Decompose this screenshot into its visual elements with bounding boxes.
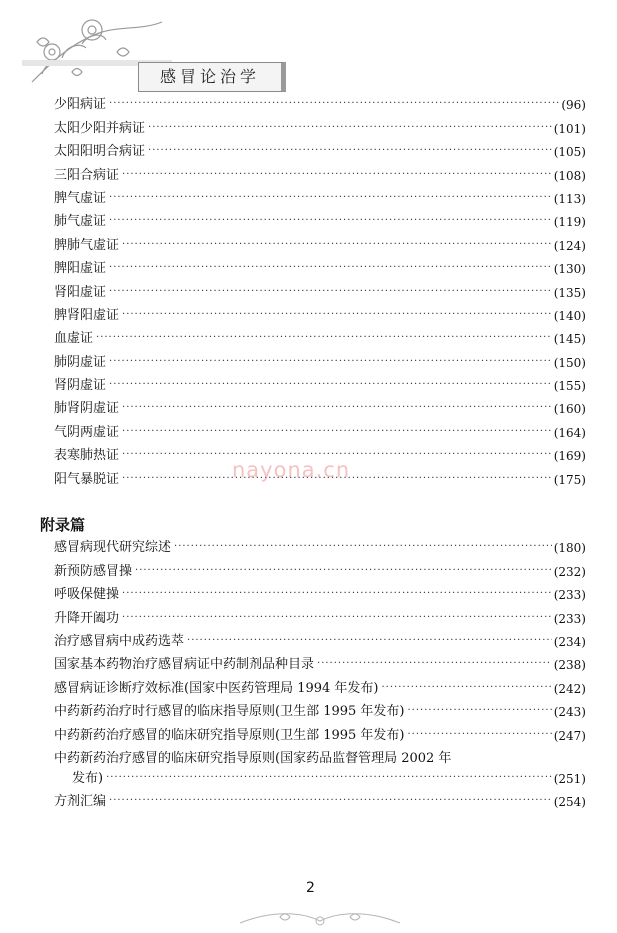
toc-entry-title-line1: 中药新药治疗感冒的临床研究指导原则(国家药品监督管理局 2002 年 (54, 750, 452, 766)
toc-entry-title: 血虚证 (54, 331, 94, 347)
toc-entry-title: 中药新药治疗时行感冒的临床指导原则(卫生部 1995 年发布) (54, 704, 405, 720)
appendix-toc-list (54, 533, 586, 810)
toc-entry-page: (160) (553, 402, 586, 417)
toc-entry[interactable] (54, 720, 586, 743)
toc-entry-title: 感冒病证诊断疗效标准(国家中医药管理局 1994 年发布) (54, 680, 379, 696)
toc-entry[interactable] (54, 301, 586, 324)
leader-dots (148, 120, 552, 136)
toc-entry-page: (232) (553, 564, 586, 579)
toc-entry-page: (242) (553, 681, 586, 696)
leader-dots (382, 680, 552, 696)
toc-entry-title: 少阳病证 (54, 97, 107, 113)
toc-entry-title: 感冒病现代研究综述 (54, 540, 172, 556)
toc-entry-title: 表寒肺热证 (54, 448, 120, 464)
toc-entry[interactable] (54, 324, 586, 347)
toc-entry-line2 (54, 767, 586, 787)
toc-entry-page: (108) (553, 168, 586, 183)
toc-entry[interactable] (54, 137, 586, 160)
leader-dots (106, 770, 552, 786)
leader-dots (174, 539, 552, 555)
toc-entry-title: 肾阳虚证 (54, 284, 107, 300)
toc-entry-title: 气阴两虚证 (54, 424, 120, 440)
leader-dots (122, 610, 552, 626)
toc-entry-title: 三阳合病证 (54, 167, 120, 183)
toc-entry[interactable] (54, 207, 586, 230)
footer-ornament-icon (230, 903, 410, 933)
toc-entry-page: (124) (553, 238, 586, 253)
leader-dots (317, 656, 552, 672)
watermark: nayona.cn (232, 458, 351, 482)
toc-entry-page: (155) (553, 379, 586, 394)
toc-entry-title: 新预防感冒操 (54, 563, 133, 579)
toc-entry-page: (251) (553, 771, 586, 786)
toc-entry-page: (164) (553, 425, 586, 440)
toc-entry[interactable] (54, 787, 586, 810)
toc-entry[interactable] (54, 277, 586, 300)
leader-dots (135, 563, 552, 579)
leader-dots (408, 727, 552, 743)
toc-entry-page: (96) (561, 98, 586, 113)
leader-dots (122, 307, 552, 323)
toc-entry[interactable] (54, 673, 586, 696)
toc-entry-page: (247) (553, 728, 586, 743)
toc-entry-page: (130) (553, 262, 586, 277)
toc-entry-page: (135) (553, 285, 586, 300)
toc-entry-title-line2: 发布) (72, 770, 104, 786)
toc-list (54, 90, 586, 488)
toc-entry[interactable] (54, 603, 586, 626)
leader-dots (96, 330, 552, 346)
leader-dots (408, 703, 552, 719)
leader-dots (109, 793, 552, 809)
leader-dots (109, 284, 552, 300)
toc-entry-wrapped[interactable] (54, 744, 586, 787)
leader-dots (122, 167, 552, 183)
toc-entry-title: 国家基本药物治疗感冒病证中药制剂品种目录 (54, 657, 315, 673)
toc-entry[interactable] (54, 160, 586, 183)
toc-entry-title: 太阳阳明合病证 (54, 144, 146, 160)
leader-dots (109, 190, 552, 206)
toc-entry-title: 升降开阖功 (54, 610, 120, 626)
book-title: 感冒论治学 (159, 67, 260, 86)
toc-entry-page: (169) (553, 449, 586, 464)
toc-entry-page: (113) (553, 191, 586, 206)
leader-dots (109, 96, 559, 112)
toc-entry-page: (150) (553, 355, 586, 370)
toc-entry[interactable] (54, 113, 586, 136)
toc-entry[interactable] (54, 347, 586, 370)
toc-entry-page: (145) (553, 332, 586, 347)
page-number: 2 (306, 880, 315, 896)
toc-entry-page: (105) (553, 145, 586, 160)
appendix-heading: 附录篇 (40, 516, 86, 534)
leader-dots (109, 260, 552, 276)
toc-entry[interactable] (54, 627, 586, 650)
toc-entry[interactable] (54, 230, 586, 253)
toc-entry[interactable] (54, 184, 586, 207)
leader-dots (122, 424, 552, 440)
toc-entry-page: (180) (553, 541, 586, 556)
toc-entry-title: 肺气虚证 (54, 214, 107, 230)
leader-dots (187, 633, 552, 649)
book-title-box (138, 62, 286, 92)
toc-entry-title: 肺肾阴虚证 (54, 401, 120, 417)
leader-dots (122, 586, 552, 602)
leader-dots (109, 354, 552, 370)
toc-entry-title: 太阳少阳并病证 (54, 120, 146, 136)
toc-entry[interactable] (54, 533, 586, 556)
toc-entry[interactable] (54, 90, 586, 113)
toc-entry[interactable] (54, 254, 586, 277)
toc-entry-page: (234) (553, 634, 586, 649)
toc-entry-page: (233) (553, 588, 586, 603)
toc-entry[interactable] (54, 394, 586, 417)
toc-entry-title: 阳气暴脱证 (54, 471, 120, 487)
toc-entry[interactable] (54, 580, 586, 603)
toc-entry[interactable] (54, 371, 586, 394)
leader-dots (109, 377, 552, 393)
page-header (18, 8, 288, 88)
toc-entry-title: 脾阳虚证 (54, 261, 107, 277)
toc-entry-page: (175) (553, 472, 586, 487)
toc-entry-page: (243) (553, 705, 586, 720)
leader-dots (148, 143, 552, 159)
toc-entry-page: (238) (553, 658, 586, 673)
toc-entry[interactable] (54, 417, 586, 440)
toc-entry-page: (233) (553, 611, 586, 626)
leader-dots (122, 237, 552, 253)
toc-entry-title: 脾气虚证 (54, 190, 107, 206)
toc-entry-title: 肺阴虚证 (54, 354, 107, 370)
toc-entry[interactable] (54, 556, 586, 579)
toc-entry-title: 呼吸保健操 (54, 587, 120, 603)
toc-entry-title: 肾阴虚证 (54, 378, 107, 394)
leader-dots (122, 400, 552, 416)
toc-entry-page: (101) (553, 121, 586, 136)
toc-entry-title: 治疗感冒病中成药选萃 (54, 633, 185, 649)
leader-dots (109, 213, 552, 229)
toc-entry-page: (254) (553, 794, 586, 809)
toc-entry-title: 中药新药治疗感冒的临床研究指导原则(卫生部 1995 年发布) (54, 727, 405, 743)
toc-entry-page: (119) (553, 215, 586, 230)
toc-entry-title: 方剂汇编 (54, 793, 107, 809)
toc-entry-title: 脾肾阳虚证 (54, 307, 120, 323)
toc-entry-page: (140) (553, 308, 586, 323)
toc-entry[interactable] (54, 650, 586, 673)
toc-entry-title: 脾肺气虚证 (54, 237, 120, 253)
toc-entry[interactable] (54, 697, 586, 720)
